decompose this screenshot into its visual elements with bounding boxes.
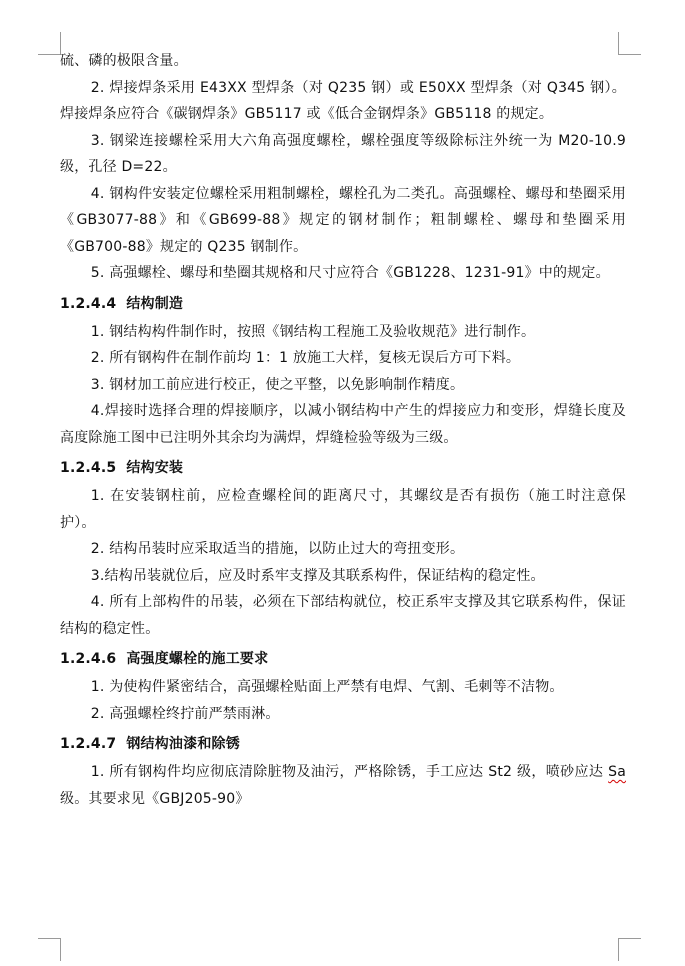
paragraph-11: 1. 在安装钢柱前，应检查螺栓间的距离尺寸，其螺纹是否有损伤（施工时注意保护）。	[60, 488, 626, 531]
paragraph-9: 4.焊接时选择合理的焊接顺序，以减小钢结构中产生的焊接应力和变形，焊缝长度及高度除施工图中已注明外其余均为满焊，焊缝检验等级为三级。	[60, 403, 626, 446]
section-heading-1-2-4-4	[60, 291, 626, 317]
spellcheck-underlined-word: Sa	[608, 764, 626, 780]
heading-number: 1.2.4.4	[60, 295, 117, 312]
heading-number: 1.2.4.7	[60, 736, 117, 752]
crop-mark-top-left	[38, 32, 61, 55]
crop-mark-bottom-left	[38, 938, 61, 961]
paragraph-6: 1. 钢结构构件制作时，按照《钢结构工程施工及验收规范》进行制作。	[90, 323, 536, 340]
paragraph-12: 2. 结构吊装时应采取适当的措施，以防止过大的弯扭变形。	[90, 541, 465, 557]
document-page	[60, 48, 626, 812]
paragraph-16: 1. 为使构件紧密结合，高强螺栓贴面上严禁有电焊、气割、毛刺等不洁物。	[90, 679, 564, 695]
heading-title: 钢结构油漆和除锈	[126, 736, 240, 752]
heading-number: 1.2.4.5	[60, 460, 117, 476]
heading-title: 结构安装	[126, 460, 184, 476]
paragraph-1: 2. 焊接焊条采用 E43XX 型焊条（对 Q235 钢）或 E50XX 型焊条（对 Q345 钢）。焊接焊条应符合《碳钢焊条》GB5117 或《低合金钢焊条》GB5118 的规定。	[60, 79, 626, 122]
section-heading-1-2-4-6	[60, 646, 626, 672]
heading-number: 1.2.4.6	[60, 651, 117, 667]
paragraph-7: 2. 所有钢构件在制作前均 1：1 放施工大样，复核无误后方可下料。	[90, 350, 521, 366]
paragraph-8: 3. 钢材加工前应进行校正，使之平整，以免影响制作精度。	[90, 376, 465, 393]
paragraph-19	[60, 759, 626, 812]
paragraph-19-part-b: 级。其要求见《GBJ205-90》	[60, 790, 250, 807]
paragraph-2: 3. 钢梁连接螺栓采用大六角高强度螺栓，螺栓强度等级除标注外统一为 M20-10.9 级，孔径 D=22。	[60, 132, 626, 175]
paragraph-0: 硫、磷的极限含量。	[60, 53, 188, 69]
paragraph-17: 2. 高强螺栓终拧前严禁雨淋。	[90, 705, 280, 722]
heading-title: 高强度螺栓的施工要求	[126, 651, 269, 667]
paragraph-14: 4. 所有上部构件的吊装，必须在下部结构就位，校正系牢支撑及其它联系构件，保证结构的稳定性。	[60, 594, 626, 637]
heading-title: 结构制造	[126, 295, 184, 312]
section-heading-1-2-4-5	[60, 455, 626, 481]
section-heading-1-2-4-7	[60, 731, 626, 757]
paragraph-4: 5. 高强螺栓、螺母和垫圈其规格和尺寸应符合《GB1228、1231-91》中的规定。	[90, 265, 610, 281]
paragraph-3: 4. 钢构件安装定位螺栓采用粗制螺栓，螺栓孔为二类孔。高强螺栓、螺母和垫圈采用《GB3077-88》和《GB699-88》规定的钢材制作；粗制螺栓、螺母和垫圈采用《GB700-88》规定的 Q235 钢制作。	[60, 185, 626, 255]
paragraph-13: 3.结构吊装就位后，应及时系牢支撑及其联系构件，保证结构的稳定性。	[90, 567, 545, 584]
paragraph-19-part-a: 1. 所有钢构件均应彻底清除脏物及油污，严格除锈，手工应达 St2 级，喷砂应达	[90, 764, 609, 780]
crop-mark-bottom-right	[618, 938, 641, 961]
